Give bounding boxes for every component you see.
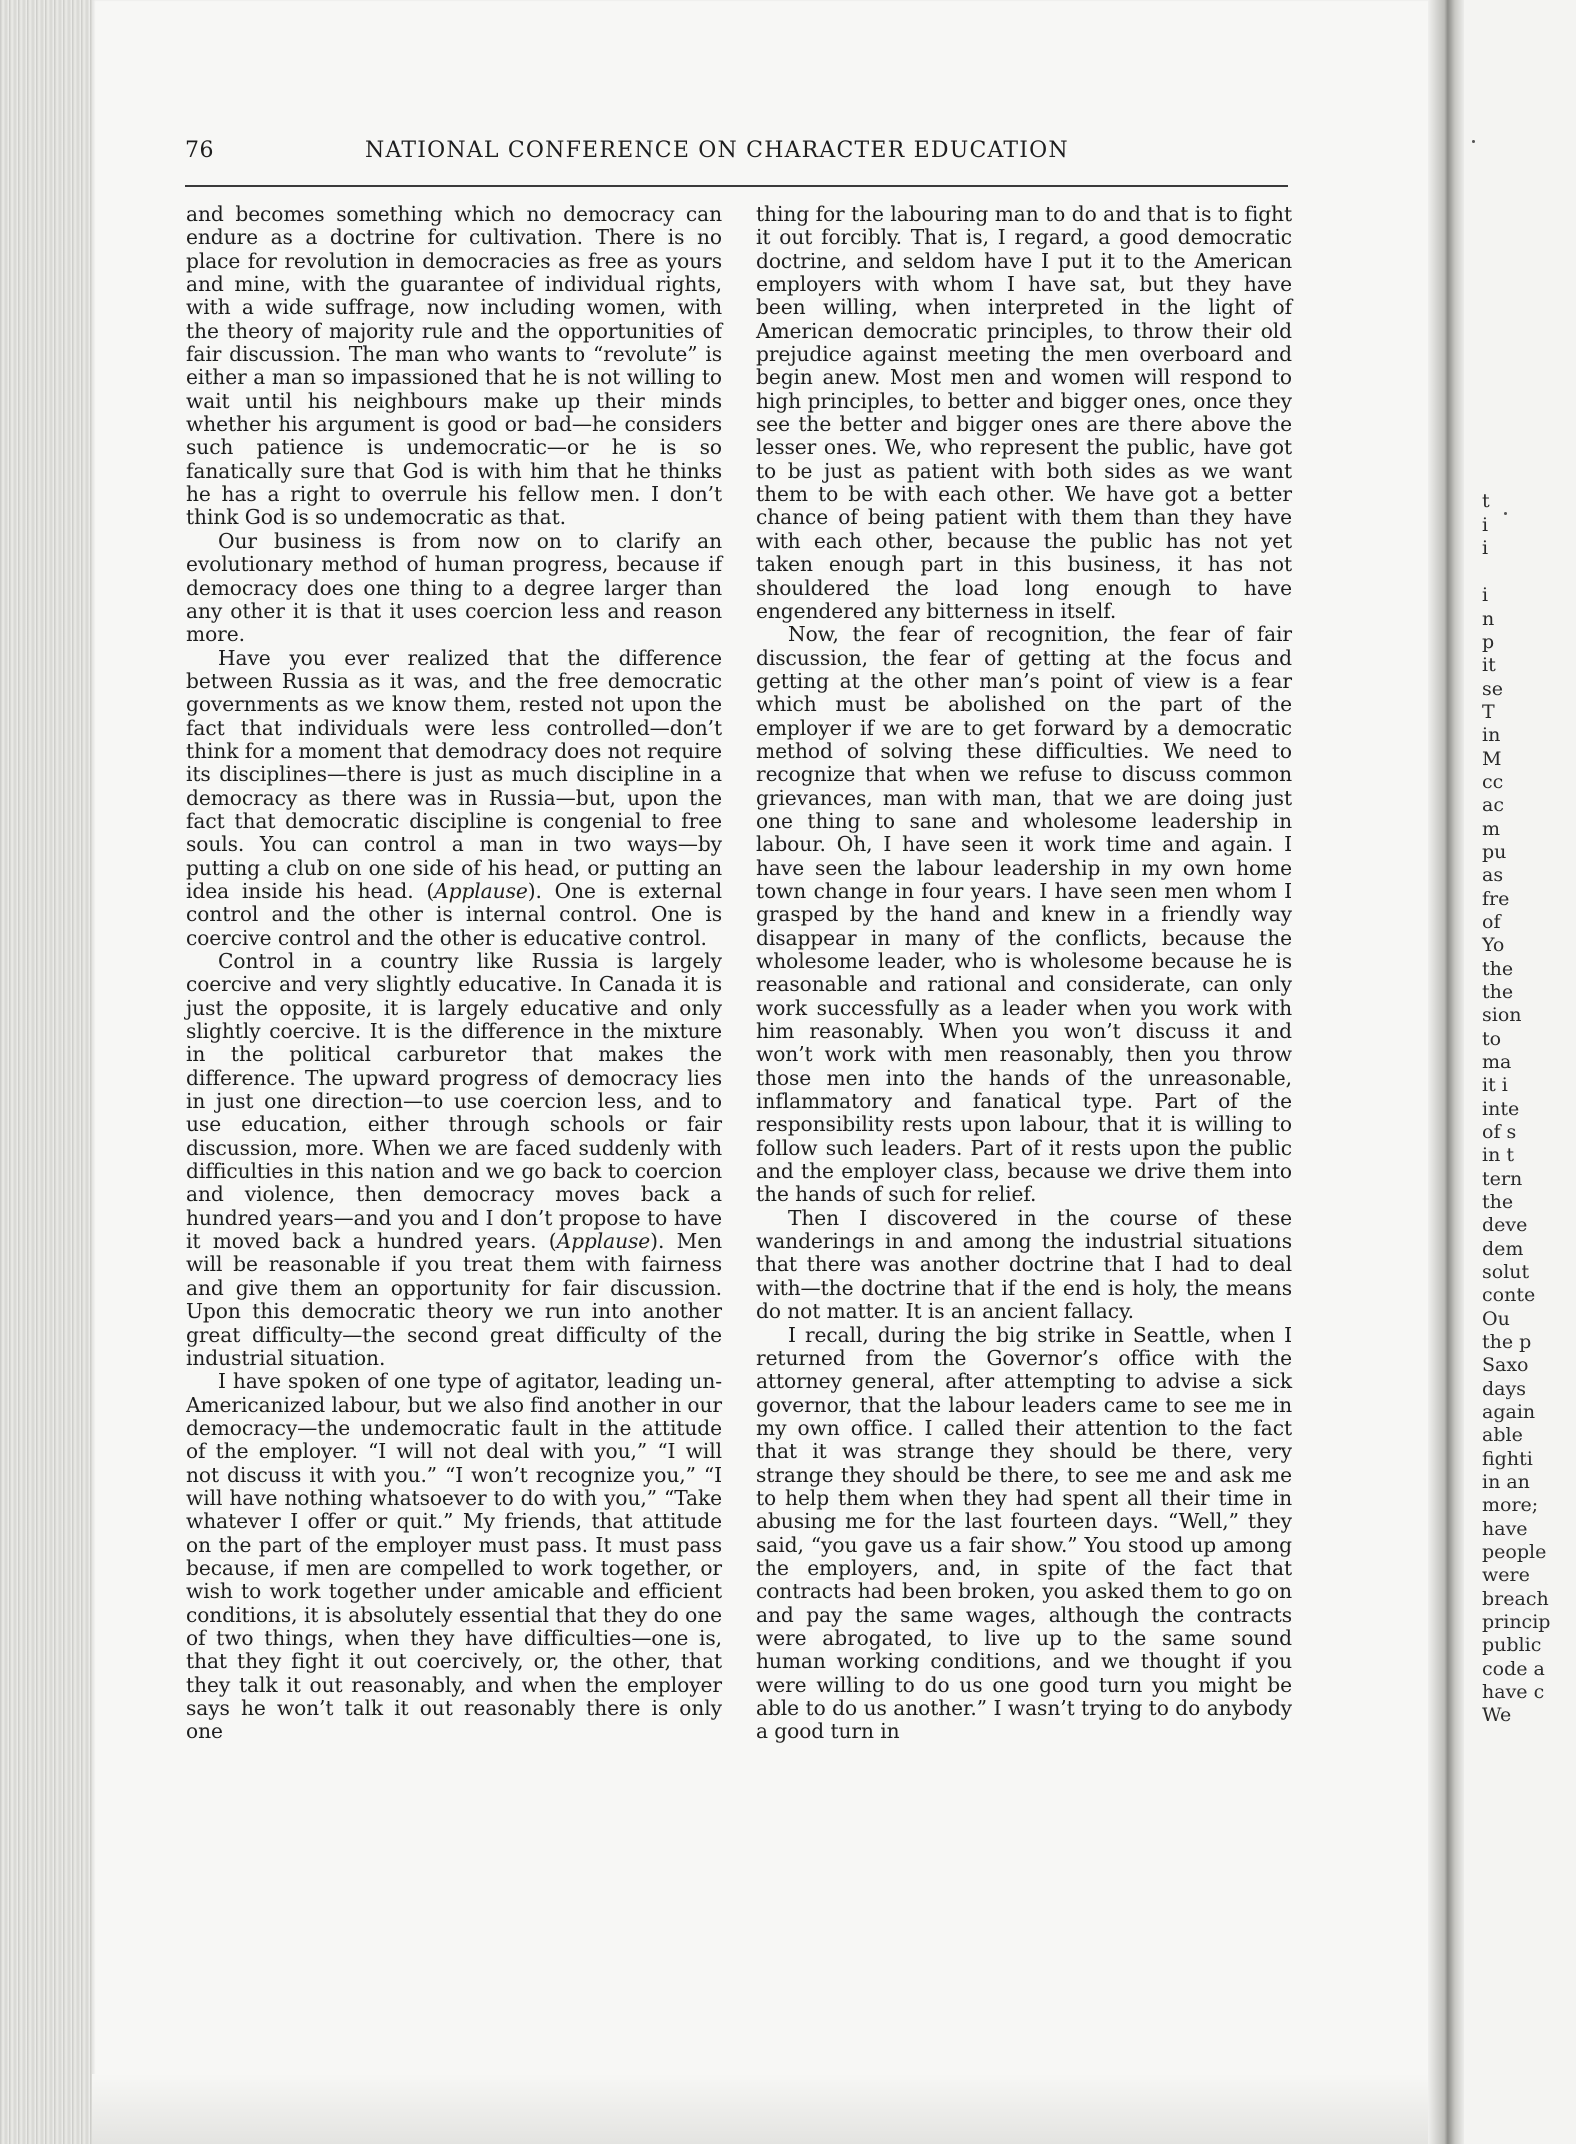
facing-page-fragment: t: [1482, 490, 1490, 512]
facing-page-fragment: n: [1482, 608, 1495, 630]
text-run: Have you ever realized that the difference between Russia as it was, and the free democratic governments as we know them, rested not upon the fact that individuals were less controlled—don’t think for a moment that demodracy does not require its disciplines—there is just as much discipline in a democracy as there was in Russia—but, upon the fact that democratic discipline is congenial to free souls. You can control a man in two ways—by putting a club on one side of his head, or putting an idea inside his head. (: [186, 645, 722, 903]
facing-page: [1464, 0, 1576, 2144]
facing-page-fragment: sion: [1482, 1004, 1522, 1026]
facing-page-fragment: breach: [1482, 1588, 1549, 1610]
facing-page-fragment: have c: [1482, 1681, 1545, 1703]
facing-page-fragment: inte: [1482, 1098, 1520, 1120]
facing-page-fragment: again: [1482, 1401, 1536, 1423]
facing-page-fragment: ac: [1482, 794, 1504, 816]
facing-page-fragment: pu: [1482, 841, 1507, 863]
text-run: ). Men will be reasonable if you treat them with fairness and give them an opportunity for fair discussion. Upon this democratic theory we run into another great difficulty—the second great difficulty of the industrial situation.: [186, 1229, 722, 1370]
facing-page-fragment: in: [1482, 724, 1501, 746]
page-number: 76: [185, 138, 214, 163]
paragraph: and becomes something which no democracy can endure as a doctrine for cultivation. There is no place for revolution in democracies as free as yours and mine, with the guarantee of individual rights, with a wide suffrage, now including women, with the theory of majority rule and the opportunities of fair discussion. The man who wants to “revolute” is either a man so impassioned that he is not willing to wait until his neighbours make up their minds whether his argument is good or bad—he considers such patience is undemocratic—or he is so fanatically sure that God is with him that he thinks he has a right to overrule his fellow men. I don’t think God is so undemocratic as that.: [186, 202, 722, 530]
facing-page-fragment: T: [1482, 701, 1495, 723]
paragraph: I have spoken of one type of agitator, leading un-Americanized labour, but we also find another in our democracy—the undemocratic fault in the attitude of the employer. “I will not deal with you,” “I will not discuss it with you.” “I won’t recognize you,” “I will have nothing whatsoever to do with you,” “Take whatever I offer or quit.” My friends, that attitude on the part of the employer must pass. It must pass because, if men are compelled to work together, or wish to work together under amicable and efficient conditions, it is absolutely essential that they do one of two things, when they have difficulties—one is, that they fight it out coercively, or, the other, that they talk it out reasonably, and when the employer says he won’t talk it out reasonably there is only one: [186, 1369, 722, 1744]
facing-page-fragment: in t: [1482, 1144, 1514, 1166]
left-column: [186, 203, 722, 1978]
right-column: [756, 203, 1292, 1978]
page-shadow: [92, 2074, 1440, 2144]
facing-page-fragment: the: [1482, 1191, 1514, 1213]
facing-page-fragment: as: [1482, 864, 1504, 886]
running-head: NATIONAL CONFERENCE ON CHARACTER EDUCATION: [365, 138, 1069, 163]
text-run: ). One is external control and the other is internal control. One is coercive control and the other is educative control.: [186, 878, 722, 950]
facing-page-fragment: p: [1482, 631, 1495, 653]
facing-page-fragment: solut: [1482, 1261, 1530, 1283]
book-page-edges: [0, 0, 92, 2144]
paragraph: [186, 647, 722, 950]
book-gutter: [1428, 0, 1464, 2144]
facing-page-fragment: ma: [1482, 1051, 1512, 1073]
facing-page-fragment: it: [1482, 654, 1496, 676]
facing-page-fragment: Ou: [1482, 1308, 1510, 1330]
italic-applause: Applause: [556, 1229, 651, 1254]
speck: [1472, 140, 1475, 143]
facing-page-fragment: the: [1482, 981, 1514, 1003]
facing-page-fragment: people: [1482, 1541, 1547, 1563]
facing-page-fragment: We: [1482, 1704, 1512, 1726]
facing-page-fragment: Yo: [1482, 934, 1505, 956]
facing-page-fragment: have: [1482, 1518, 1528, 1540]
facing-page-fragment: deve: [1482, 1214, 1528, 1236]
facing-page-fragment: princip: [1482, 1611, 1551, 1633]
paragraph: Now, the fear of recognition, the fear of fair discussion, the fear of getting at the focus and getting at the other man’s point of view is a fear which must be abolished on the part of the employer if we are to get forward by a democratic method of solving these difficulties. We need to recognize that when we refuse to discuss common grievances, man with man, that we are doing just one thing to sane and wholesome leadership in labour. Oh, I have seen it work time and again. I have seen the labour leadership in my own home town change in four years. I have seen men whom I grasped by the hand and knew in a friendly way disappear in many of the conflicts, because the wholesome leader, who is wholesome because he is reasonable and rational and considerate, can only work successfully as a leader when you work with him reasonably. When you won’t discuss it and won’t work with men reasonably, then you throw those men into the hands of the unreasonable, inflammatory and fanatical type. Part of the responsibility rests upon labour, that it is willing to follow such leaders. Part of it rests upon the public and the employer class, because we drive them into the hands of such for relief.: [756, 622, 1292, 1207]
facing-page-fragment: i: [1482, 537, 1489, 559]
facing-page-fragment: i: [1482, 514, 1489, 536]
facing-page-fragment: tern: [1482, 1168, 1523, 1190]
facing-page-fragment: more;: [1482, 1494, 1539, 1516]
paragraph: thing for the labouring man to do and that is to fight it out forcibly. That is, I regard, a good democratic doctrine, and seldom have I put it to the American employers with whom I have sat, but they have been willing, when interpreted in the light of American democratic principles, to throw their old prejudice against meeting the men overboard and begin anew. Most men and women will respond to high principles, to better and bigger ones, once they see the better and bigger ones are there above the lesser ones. We, who represent the public, have got to be just as patient with both sides as we want them to be with each other. We have got a better chance of being patient with them than they have with each other, because the public has not yet taken enough part in this business, it has not shouldered the load long enough to have engendered any bitterness in itself.: [756, 202, 1292, 623]
facing-page-fragment: dem: [1482, 1238, 1524, 1260]
facing-page-fragment: days: [1482, 1378, 1526, 1400]
facing-page-fragment: fre: [1482, 888, 1510, 910]
facing-page-fragment: of s: [1482, 1121, 1517, 1143]
paragraph: [186, 950, 722, 1370]
facing-page-fragment: were: [1482, 1564, 1530, 1586]
facing-page-fragment: of: [1482, 911, 1501, 933]
facing-page-fragment: cc: [1482, 771, 1504, 793]
facing-page-fragment: in an: [1482, 1471, 1530, 1493]
facing-page-fragment: public: [1482, 1634, 1542, 1656]
paragraph: Our business is from now on to clarify an evolutionary method of human progress, because if democracy does one thing to a degree larger than any other it is that it uses coercion less and reason more.: [186, 528, 722, 647]
facing-page-fragment: the: [1482, 958, 1514, 980]
italic-applause: Applause: [434, 878, 528, 903]
text-run: Control in a country like Russia is largely coercive and very slightly educative. In Canada it is just the opposite, it is largely educative and only slightly coercive. It is the difference in the mixture in the political carburetor that makes the difference. The upward progress of democracy lies in just one direction—to use coercion less, and to use education, either through schools or fair discussion, more. When we are faced suddenly with difficulties in this nation and we go back to coercion and violence, then democracy moves back a hundred years—and you and I don’t propose to have it moved back a hundred years. (: [186, 949, 722, 1254]
facing-page-fragment: to: [1482, 1028, 1502, 1050]
header-row: [185, 138, 1285, 178]
facing-page-fragment: Saxo: [1482, 1354, 1529, 1376]
facing-page-fragment: m: [1482, 818, 1501, 840]
facing-page-fragment: code a: [1482, 1658, 1545, 1680]
paragraph: I recall, during the big strike in Seattle, when I returned from the Governor’s office with the attorney general, after attempting to advise a sick governor, that the labour leaders came to see me in my own office. I called their attention to the fact that it was strange they should be there, very strange they should be there, to see me and ask me to help them when they had spent all their time in abusing me for the last fourteen days. “Well,” they said, “you gave us a fair show.” You stood up among the employers, and, in spite of the fact that contracts had been broken, you asked them to go on and pay the same wages, although the contracts were abrogated, to live up to the same sound human working conditions, and we thought if you were willing to do us one good turn you might be able to do us another.” I wasn’t trying to do anybody a good turn in: [756, 1322, 1292, 1744]
facing-page-fragment: able: [1482, 1424, 1523, 1446]
paragraph: Then I discovered in the course of these wanderings in and among the industrial situations that there was another doctrine that I had to deal with—the doctrine that if the end is holy, the means do not matter. It is an ancient fallacy.: [756, 1205, 1292, 1324]
facing-page-fragment: fighti: [1482, 1448, 1533, 1470]
facing-page-fragment: se: [1482, 678, 1503, 700]
facing-page-fragment: M: [1482, 748, 1502, 770]
facing-page-fragment: it i: [1482, 1074, 1508, 1096]
header-rule: [185, 185, 1288, 187]
facing-page-fragment: conte: [1482, 1284, 1536, 1306]
facing-page-fragment: i: [1482, 584, 1489, 606]
facing-page-fragment: the p: [1482, 1331, 1532, 1353]
